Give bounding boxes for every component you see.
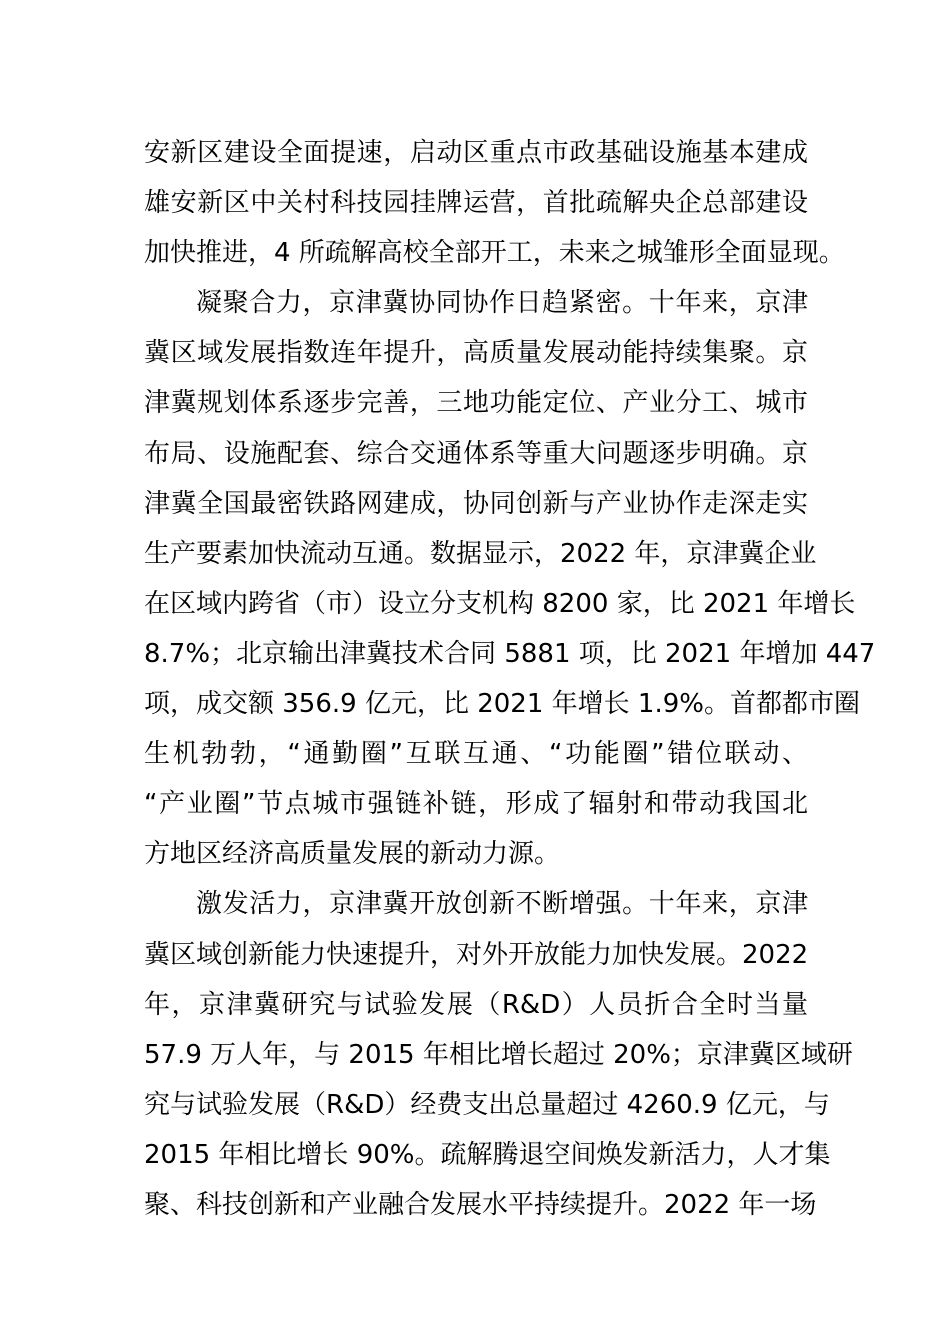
text-line: 津冀全国最密铁路网建成，协同创新与产业协作走深走实: [144, 488, 808, 519]
text-line: 在区域内跨省（市）设立分支机构 8200 家，比 2021 年增长: [144, 588, 856, 619]
text-line: 生产要素加快流动互通。数据显示，2022 年，京津冀企业: [144, 538, 817, 569]
text-line: 2015 年相比增长 90%。疏解腾退空间焕发新活力，人才集: [144, 1139, 831, 1170]
paragraph-first-line: 激发活力，京津冀开放创新不断增强。十年来，京津: [196, 889, 808, 920]
text-line: 57.9 万人年，与 2015 年相比增长超过 20%；京津冀区域研: [144, 1039, 853, 1070]
text-line: 安新区建设全面提速，启动区重点市政基础设施基本建成: [144, 138, 808, 168]
text-line: 项，成交额 356.9 亿元，比 2021 年增长 1.9%。首都都市圈: [144, 689, 860, 720]
text-line: 生机勃勃，“通勤圈”互联互通、“功能圈”错位联动、: [144, 739, 808, 770]
text-line: 津冀规划体系逐步完善，三地功能定位、产业分工、城市: [144, 388, 808, 419]
text-line: 布局、设施配套、综合交通体系等重大问题逐步明确。京: [144, 438, 808, 469]
text-line: 加快推进，4 所疏解高校全部开工，未来之城雏形全面显现。: [144, 238, 845, 269]
text-line: 8.7%；北京输出津冀技术合同 5881 项，比 2021 年增加 447: [144, 638, 876, 669]
text-line: 聚、科技创新和产业融合发展水平持续提升。2022 年一场: [144, 1189, 817, 1220]
paragraph-first-line: 凝聚合力，京津冀协同协作日趋紧密。十年来，京津: [196, 288, 808, 319]
text-line: 究与试验发展（R&D）经费支出总量超过 4260.9 亿元，与: [144, 1089, 830, 1120]
text-line: 雄安新区中关村科技园挂牌运营，首批疏解央企总部建设: [144, 188, 808, 219]
text-line: 方地区经济高质量发展的新动力源。: [144, 839, 561, 870]
text-line: 冀区域发展指数连年提升，高质量发展动能持续集聚。京: [144, 338, 808, 369]
body-text: [144, 128, 876, 1230]
text-line: 冀区域创新能力快速提升，对外开放能力加快发展。2022: [144, 939, 809, 970]
text-line: 年，京津冀研究与试验发展（R&D）人员折合全时当量: [144, 989, 808, 1020]
text-line: “产业圈”节点城市强链补链，形成了辐射和带动我国北: [144, 789, 808, 820]
